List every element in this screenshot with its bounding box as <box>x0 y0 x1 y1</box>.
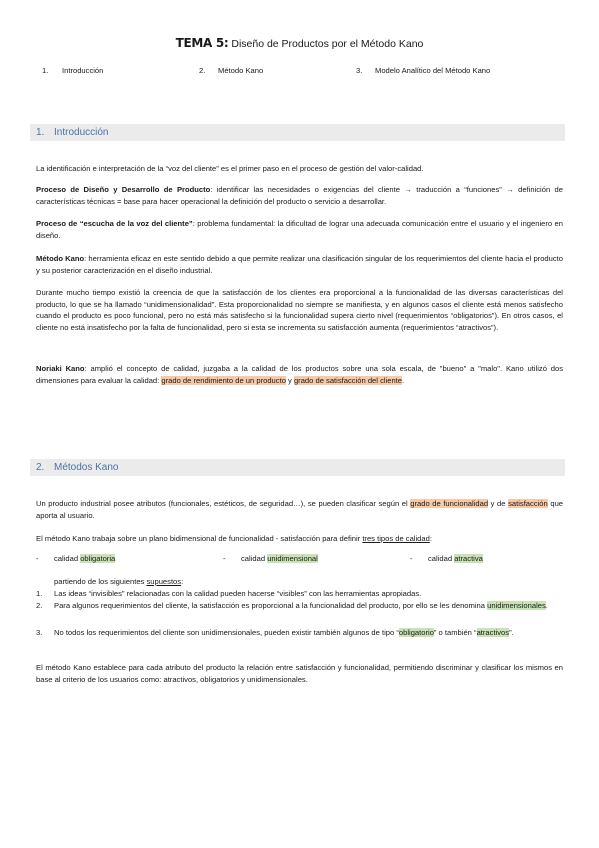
list-item <box>36 588 563 600</box>
section-title: Introducción <box>54 127 109 138</box>
dash: - <box>410 554 413 563</box>
list-text: Para algunos requerimientos del cliente, la satisfacción es proporcional a la funcionalidad del producto, por ello se les denomina unidimensionales. <box>54 601 548 610</box>
section-number: 2. <box>36 462 45 473</box>
list-text: Las ideas “invisibles” relacionadas con la calidad pueden hacerse “visibles” con las herramientas apropiadas. <box>54 589 422 598</box>
intro-p2-text: : identificar las necesidades o exigencias del cliente → traducción a “funciones” → definición de características técnicas = base para hacer operacional la definición del producto o servicio a desarrollar. <box>36 185 563 206</box>
supuestos-intro <box>54 576 563 588</box>
intro-p6-mid: y <box>285 375 294 385</box>
intro-paragraph-5 <box>36 287 563 333</box>
intro-p4-text: : herramienta eficaz en este sentido debido a que permite realizar una clasificación singular de los requerimientos del cliente hacia el producto y su posterior caracterización en el diseño industrial. <box>36 254 563 275</box>
section-number: 1. <box>36 127 45 138</box>
list-number: 2. <box>36 601 43 610</box>
dash: - <box>223 554 226 563</box>
highlight-grado-funcionalidad: grado de funcionalidad <box>410 499 489 508</box>
kano-last-text: El método Kano establece para cada atributo del producto la relación entre satisfacción y funcionalidad, permitiendo discriminar y clasificar los mismos en base al criterio de los usuarios como: atractivos, obligatorios y unidimensionales. <box>36 663 563 684</box>
intro-p4-lead: Método Kano <box>36 254 85 263</box>
toc-num-1: 1. <box>42 66 49 75</box>
kano-p2-text: El método Kano trabaja sobre un plano bidimensional de funcionalidad - satisfacción para definir <box>36 534 363 543</box>
toc-item-3[interactable]: Modelo Analítico del Método Kano <box>375 66 491 75</box>
kano-p1-text: Un producto industrial posee atributos (funcionales, estéticos, de seguridad…), se pueden clasificar según el <box>36 499 411 508</box>
highlight-grado-rendimiento: grado de rendimiento de un producto <box>161 375 286 385</box>
underline-tres-tipos: tres tipos de calidad <box>362 534 430 543</box>
quality-type-unidimensional: calidad unidimensional <box>241 554 318 563</box>
intro-paragraph-6 <box>36 363 563 386</box>
kano-paragraph-2 <box>36 533 563 545</box>
kano-paragraph-1 <box>36 498 563 521</box>
section-heading-introduccion <box>30 124 565 141</box>
supuestos-text: partiendo de los siguientes <box>54 577 147 586</box>
intro-p3-lead: Proceso de “escucha de la voz del cliente” <box>36 219 193 228</box>
intro-paragraph-3 <box>36 218 563 241</box>
intro-p3-text: : problema fundamental: la dificultad de lograr una adecuada comunicación entre el usuario y el ingeniero en diseño. <box>36 219 564 240</box>
kano-p2-end: : <box>429 534 432 543</box>
page-title <box>0 36 599 50</box>
kano-p1-mid: y de <box>488 499 509 508</box>
title-tema: TEMA 5: <box>175 36 229 50</box>
list-item <box>36 600 563 612</box>
highlight-satisfaccion: satisfacción <box>508 499 548 508</box>
kano-paragraph-last <box>36 662 563 685</box>
list-item <box>36 627 563 639</box>
table-of-contents <box>38 66 568 78</box>
toc-item-1[interactable]: Introducción <box>62 66 104 75</box>
intro-p6-end: . <box>402 375 405 385</box>
section-heading-metodos-kano <box>30 459 565 476</box>
list-number: 1. <box>36 589 43 598</box>
intro-paragraph-4 <box>36 253 563 276</box>
section-title: Métodos Kano <box>54 462 119 473</box>
list-number: 3. <box>36 628 43 637</box>
intro-p6-lead: Noriaki Kano <box>36 364 85 373</box>
underline-supuestos: supuestos <box>146 577 182 586</box>
supuestos-end: : <box>181 577 184 586</box>
intro-paragraph-2 <box>36 184 563 207</box>
highlight-grado-satisfaccion: grado de satisfacción del cliente <box>293 375 403 385</box>
toc-num-2: 2. <box>199 66 206 75</box>
list-text: No todos los requerimientos del cliente son unidimensionales, pueden existir también algunos de tipo “obligatorio” o también “atractivos”. <box>54 628 514 637</box>
intro-p1-text: La identificación e interpretación de la “voz del cliente” es el primer paso en el proceso de gestión del valor-calidad. <box>36 164 424 173</box>
toc-item-2[interactable]: Método Kano <box>218 66 264 75</box>
intro-p5-text: Durante mucho tiempo existió la creencia de que la satisfacción de los clientes era proporcional a la funcionalidad de las diversas características del producto, lo que se ha llamado “unidimensionalidad”. Esta proporcionalidad no siempre se manifiesta, y en algunos casos el cliente está menos satisfecho cuando el producto es poco funcional, pero no está más satisfecho si la funcionalidad supera cierto nivel (requerimientos “obligatorios”). En otros casos, el cliente no está insatisfecho por la falta de funcionalidad, pero si esta se incrementa su satisfacción aumenta (requerimientos “atractivos”). <box>36 288 563 332</box>
intro-paragraph-1 <box>36 163 563 175</box>
title-text: Diseño de Productos por el Método Kano <box>228 38 424 50</box>
intro-p2-lead: Proceso de Diseño y Desarrollo de Producto <box>36 185 211 194</box>
quality-types-row <box>36 554 563 566</box>
toc-num-3: 3. <box>356 66 363 75</box>
kano-p1-end: que aporta al usuario. <box>36 499 564 520</box>
quality-type-atractiva: calidad atractiva <box>428 554 483 563</box>
dash: - <box>36 554 39 563</box>
quality-type-obligatoria: calidad obligatoria <box>54 554 116 563</box>
intro-p6-text: : amplió el concepto de calidad, juzgaba a la calidad de los productos sobre una sola escala, de "bueno" a "malo". Kano utilizó dos dimensiones para evaluar la calidad: <box>36 364 563 385</box>
